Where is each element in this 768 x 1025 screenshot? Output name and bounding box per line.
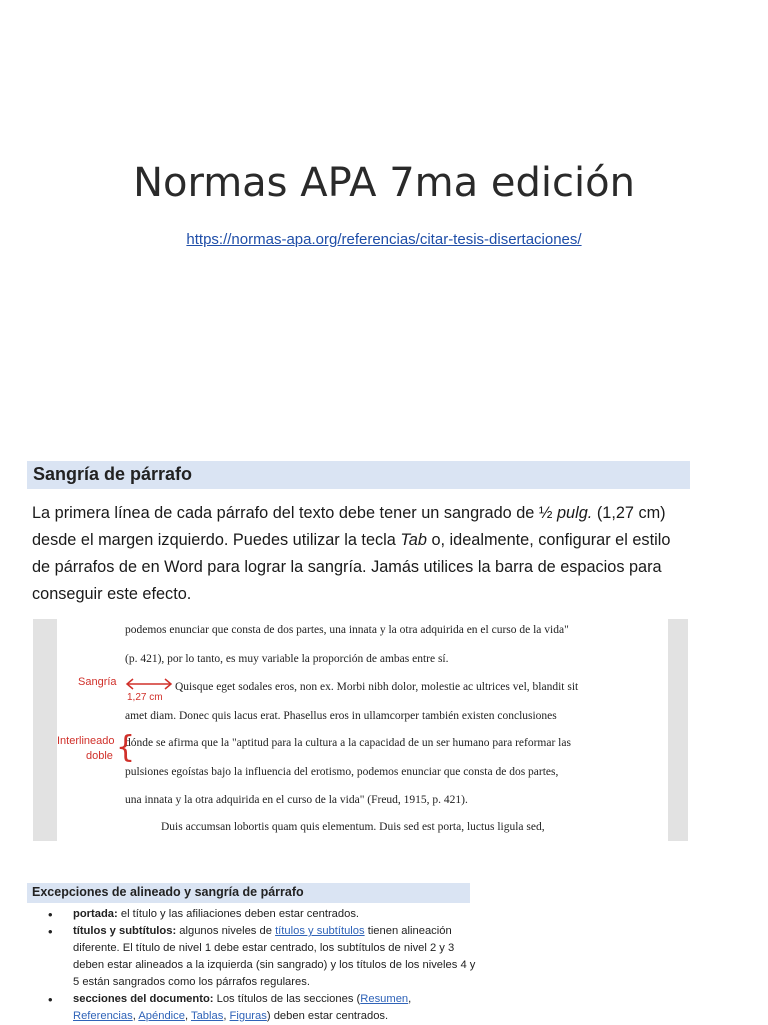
key-tab: Tab [400, 531, 427, 549]
para-text-3: o, idealmente, configurar el estilo de párrafos de en Word para lograr la sangría. Jamás utilices la barra de espacios para conseguir este efecto. [32, 531, 671, 603]
para-text-1: La primera línea de cada párrafo del texto debe tener un sangrado de [32, 504, 539, 522]
example-line: podemos enunciar que consta de dos partes, una innata y la otra adquirida en el curso de la vida" [125, 624, 569, 636]
interlineado-label: Interlineado [57, 735, 115, 747]
example-margin-left [33, 619, 57, 841]
link-titulos-subtitulos[interactable]: títulos y subtítulos [275, 925, 365, 937]
section-paragraph-sangria [32, 500, 692, 608]
example-line: dónde se afirma que la "aptitud para la cultura a la capacidad de un ser humano para reformar las [125, 737, 571, 749]
example-margin-right [668, 619, 688, 841]
list-item [42, 906, 477, 923]
separator: , [408, 993, 412, 1005]
item-label: portada: [73, 908, 118, 920]
item-text: ) deben estar centrados. [266, 1010, 389, 1022]
item-text: Los títulos de las secciones ( [213, 993, 361, 1005]
link-referencias[interactable]: Referencias [73, 1010, 133, 1022]
section-heading-sangria: Sangría de párrafo [27, 461, 690, 489]
double-arrow-icon [124, 678, 174, 690]
item-label: secciones del documento: [73, 993, 214, 1005]
item-label: títulos y subtítulos: [73, 925, 177, 937]
example-line: amet diam. Donec quis lacus erat. Phasellus eros in ullamcorper también existen conclusiones [125, 710, 557, 722]
unit-pulg: pulg. [557, 504, 593, 522]
para-text-2: (1,27 cm) desde el margen izquierdo. Puedes utilizar la tecla [32, 504, 666, 549]
separator: , [132, 1010, 139, 1022]
example-line: una innata y la otra adquirida en el curso de la vida" (Freud, 1915, p. 421). [125, 794, 468, 806]
doble-label: doble [86, 750, 113, 762]
page-title: Normas APA 7ma edición [133, 160, 635, 206]
example-line: pulsiones egoístas bajo la influencia del erotismo, podemos enunciar que consta de dos partes, [125, 766, 559, 778]
link-tablas[interactable]: Tablas [190, 1010, 224, 1022]
half-fraction: ½ [538, 504, 553, 522]
brace-icon: { [116, 730, 136, 765]
item-text: algunos niveles de [176, 925, 276, 937]
item-text: tienen alineación diferente. El título de nivel 1 debe estar centrado, los subtítulos de nivel 2 y 3 deben estar alineados a la izquierda (sin sangrado) y los títulos de los niveles 4 y 5 están sangrados como los párrafos regulares. [73, 925, 476, 988]
item-text: el título y las afiliaciones deben estar centrados. [117, 908, 360, 920]
sangria-label: Sangría [78, 676, 117, 688]
section-heading-excepciones: Excepciones de alineado y sangría de párrafo [27, 883, 470, 903]
example-line: Duis accumsan lobortis quam quis elementum. Duis sed est porta, luctus ligula sed, [161, 821, 545, 833]
link-apendice[interactable]: Apéndice [138, 1010, 185, 1022]
example-line: Quisque eget sodales eros, non ex. Morbi nibh dolor, molestie ac ultrices vel, blandit sit [175, 681, 579, 693]
separator: , [184, 1010, 191, 1022]
example-line: (p. 421), por lo tanto, es muy variable la proporción de ambas entre sí. [125, 653, 449, 665]
example-block [33, 619, 688, 841]
link-resumen[interactable]: Resumen [360, 993, 409, 1005]
list-item [42, 923, 477, 991]
source-link[interactable]: https://normas-apa.org/referencias/citar-tesis-disertaciones/ [186, 231, 582, 248]
list-item [42, 991, 477, 1025]
sangria-measure: 1,27 cm [127, 692, 163, 703]
link-figuras[interactable]: Figuras [229, 1010, 267, 1022]
exceptions-list [42, 906, 477, 1025]
separator: , [223, 1010, 230, 1022]
